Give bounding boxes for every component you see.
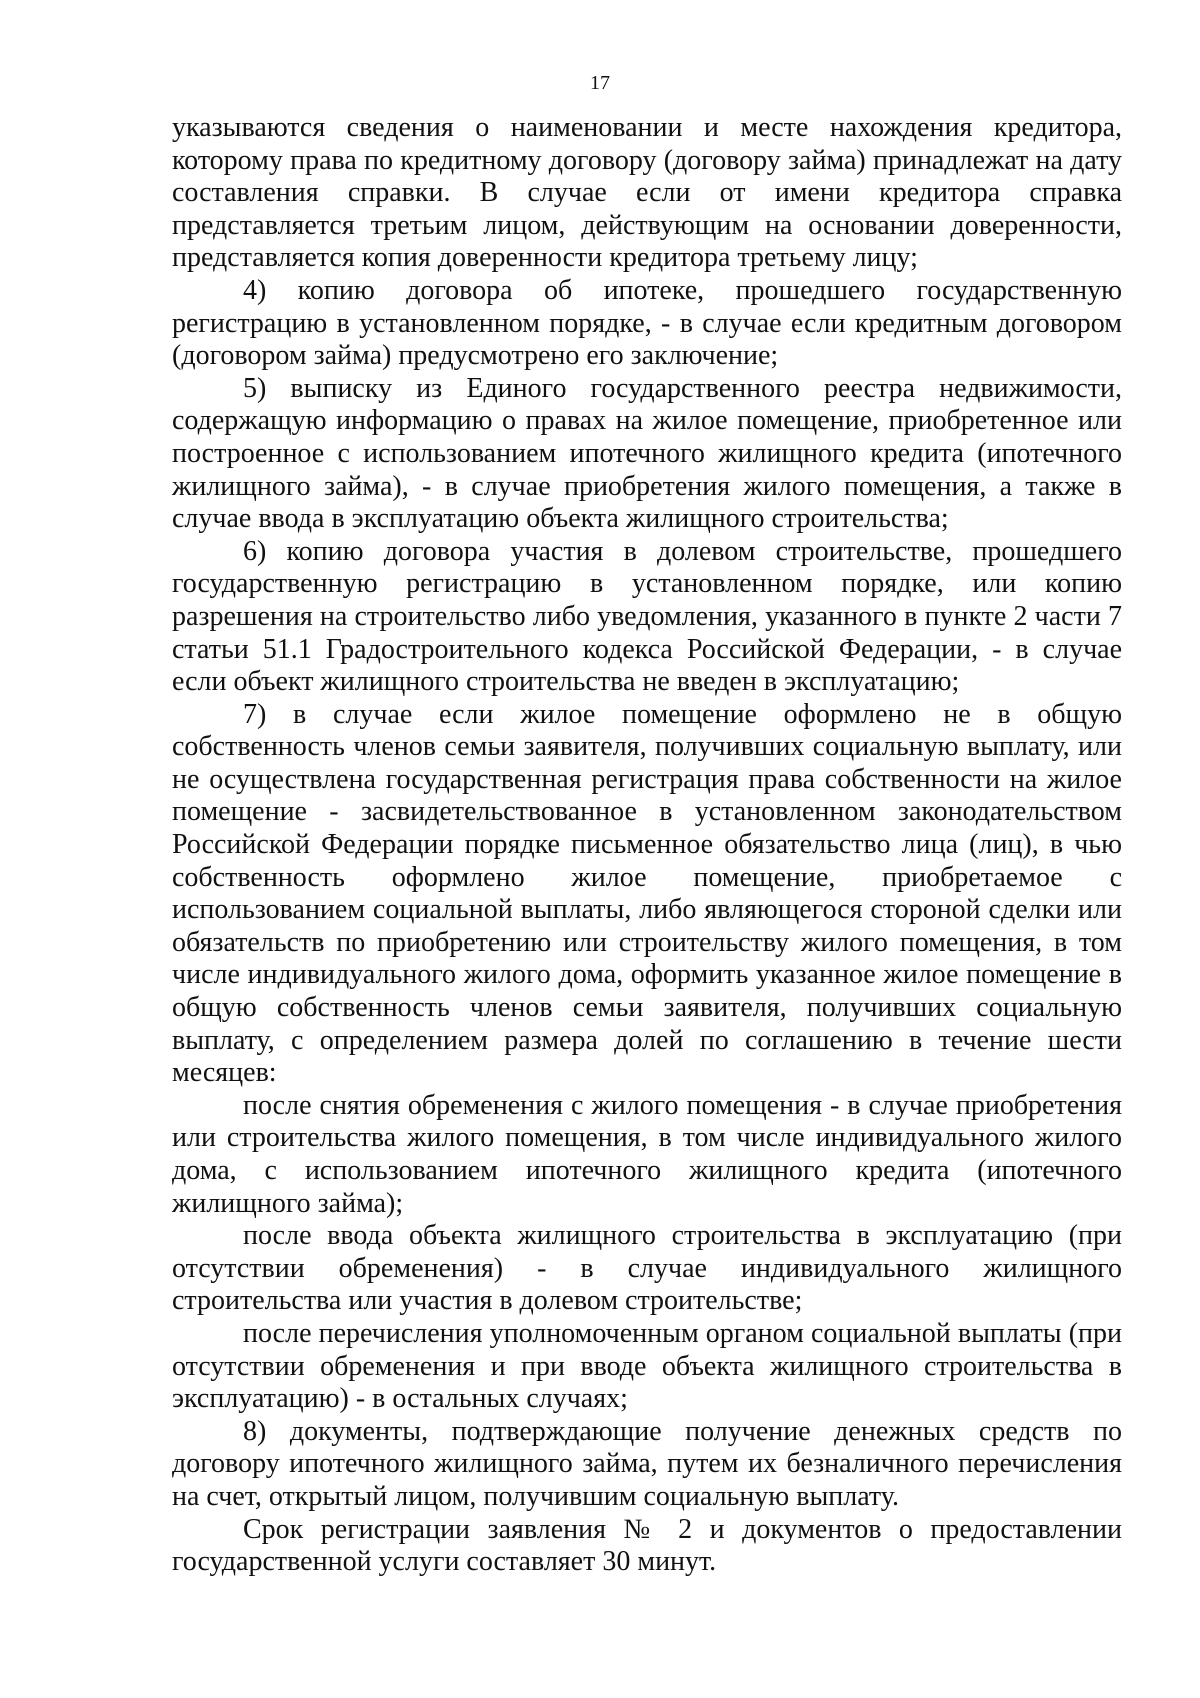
paragraph-item-7: 7) в случае если жилое помещение оформлено не в общую собственность членов семьи заявителя, получивших социальную выплату, или не осуществлена государственная регистрация права собственности на жилое помещение - засвидетельствованное в установленном законодательством Российской Федерации порядке письменное обязательство лица (лиц), в чью собственность оформлено жилое помещение, приобретаемое с использованием социальной выплаты, либо являющегося стороной сделки или обязательств по приобретению или строительству жилого помещения, в том числе индивидуального жилого дома, оформить указанное жилое помещение в общую собственность членов семьи заявителя, получивших социальную выплату, с определением размера долей по соглашению в течение шести месяцев: [172,698,1122,1089]
document-body [172,112,1122,1579]
paragraph-creditor-info: указываются сведения о наименовании и месте нахождения кредитора, которому права по кредитному договору (договору займа) принадлежат на дату составления справки. В случае если от имени кредитора справка представляется третьим лицом, действующим на основании доверенности, представляется копия доверенности кредитора третьему лицу; [172,112,1122,274]
paragraph-item-4: 4) копию договора об ипотеке, прошедшего государственную регистрацию в установленном порядке, - в случае если кредитным договором (договором займа) предусмотрено его заключение; [172,274,1122,372]
paragraph-item-7-case-3: после перечисления уполномоченным органом социальной выплаты (при отсутствии обременения и при вводе объекта жилищного строительства в эксплуатацию) - в остальных случаях; [172,1317,1122,1415]
paragraph-item-6: 6) копию договора участия в долевом строительстве, прошедшего государственную регистрацию в установленном порядке, или копию разрешения на строительство либо уведомления, указанного в пункте 2 части 7 статьи 51.1 Градостроительного кодекса Российской Федерации, - в случае если объект жилищного строительства не введен в эксплуатацию; [172,535,1122,698]
paragraph-item-7-case-1: после снятия обременения с жилого помещения - в случае приобретения или строительства жилого помещения, в том числе индивидуального жилого дома, с использованием ипотечного жилищного кредита (ипотечного жилищного займа); [172,1089,1122,1219]
paragraph-registration-term: Срок регистрации заявления № 2 и документов о предоставлении государственной услуги составляет 30 минут. [172,1513,1122,1578]
paragraph-item-7-case-2: после ввода объекта жилищного строительства в эксплуатацию (при отсутствии обременения) - в случае индивидуального жилищного строительства или участия в долевом строительстве; [172,1220,1122,1317]
paragraph-item-5: 5) выписку из Единого государственного реестра недвижимости, содержащую информацию о правах на жилое помещение, приобретенное или построенное с использованием ипотечного жилищного кредита (ипотечного жилищного займа), - в случае приобретения жилого помещения, а также в случае ввода в эксплуатацию объекта жилищного строительства; [172,372,1122,535]
page-number: 17 [590,72,610,94]
paragraph-item-8: 8) документы, подтверждающие получение денежных средств по договору ипотечного жилищного займа, путем их безналичного перечисления на счет, открытый лицом, получившим социальную выплату. [172,1415,1122,1512]
